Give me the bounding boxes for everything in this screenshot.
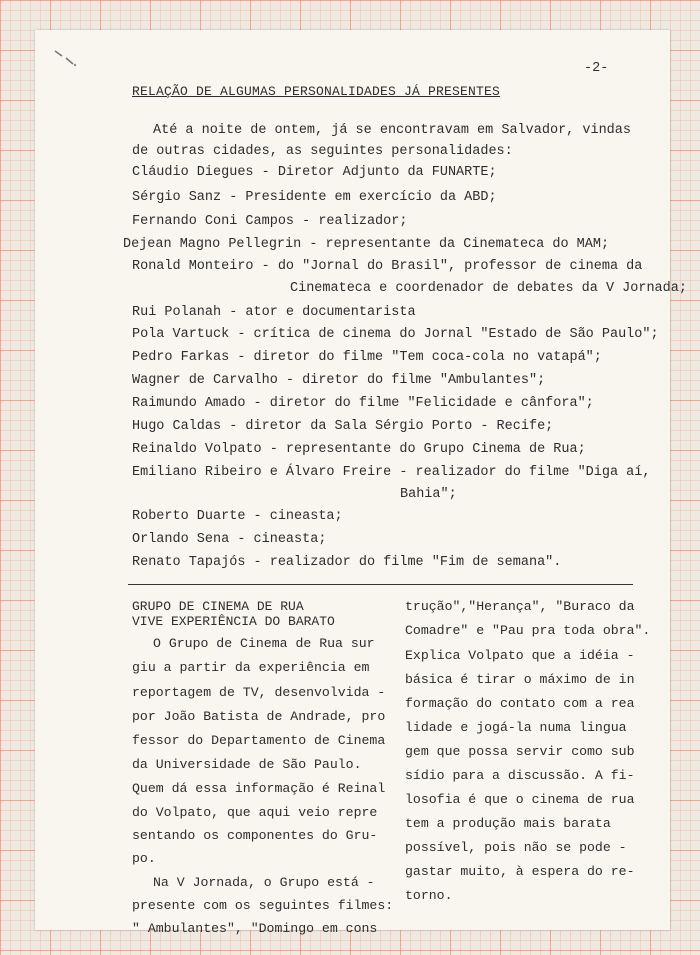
article-line: Na V Jornada, o Grupo está - bbox=[153, 875, 375, 890]
article-heading: GRUPO DE CINEMA DE RUA bbox=[132, 599, 304, 614]
section-divider bbox=[128, 584, 633, 585]
list-item: Wagner de Carvalho - diretor do filme "Ambulantes"; bbox=[132, 373, 546, 388]
article-line: " Ambulantes", "Domingo em cons bbox=[132, 921, 378, 936]
list-item-continuation: Bahia"; bbox=[400, 487, 457, 502]
list-item: Dejean Magno Pellegrin - representante da Cinemateca do MAM; bbox=[123, 237, 610, 252]
article-line: gastar muito, à espera do re- bbox=[405, 864, 635, 879]
article-line: sídio para a discussão. A fi- bbox=[405, 768, 635, 783]
article-line: tem a produção mais barata bbox=[405, 816, 611, 831]
article-line: possível, pois não se pode - bbox=[405, 840, 627, 855]
article-line: presente com os seguintes filmes: bbox=[132, 898, 394, 913]
article-heading: VIVE EXPERIÊNCIA DO BARATO bbox=[132, 614, 335, 629]
intro-line: Até a noite de ontem, já se encontravam em Salvador, vindas bbox=[153, 123, 631, 138]
article-line: gem que possa servir como sub bbox=[405, 744, 635, 759]
list-item: Renato Tapajós - realizador do filme "Fim de semana". bbox=[132, 555, 562, 570]
list-item: Fernando Coni Campos - realizador; bbox=[132, 214, 408, 229]
staple-mark-icon bbox=[53, 47, 79, 67]
list-item: Roberto Duarte - cineasta; bbox=[132, 509, 343, 524]
list-item-continuation: Cinemateca e coordenador de debates da V Jornada; bbox=[290, 281, 687, 296]
article-line: da Universidade de São Paulo. bbox=[132, 757, 362, 772]
article-line: losofia é que o cinema de rua bbox=[405, 792, 635, 807]
article-line: O Grupo de Cinema de Rua sur bbox=[153, 636, 375, 651]
article-line: trução","Herança", "Buraco da bbox=[405, 599, 635, 614]
document-page bbox=[35, 30, 687, 936]
article-line: giu a partir da experiência em bbox=[132, 660, 370, 675]
article-line: Explica Volpato que a idéia - bbox=[405, 648, 635, 663]
list-item: Ronald Monteiro - do "Jornal do Brasil", professor de cinema da bbox=[132, 259, 643, 274]
article-line: torno. bbox=[405, 888, 453, 903]
list-item: Pola Vartuck - crítica de cinema do Jornal "Estado de São Paulo"; bbox=[132, 327, 659, 342]
intro-line: de outras cidades, as seguintes personalidades: bbox=[132, 144, 513, 159]
article-line: básica é tirar o máximo de in bbox=[405, 672, 635, 687]
article-line: sentando os componentes do Gru- bbox=[132, 828, 378, 843]
page-number: -2- bbox=[584, 61, 609, 76]
list-item: Rui Polanah - ator e documentarista bbox=[132, 305, 416, 320]
article-line: lidade e jogá-la numa lingua bbox=[405, 720, 627, 735]
article-line: Comadre" e "Pau pra toda obra". bbox=[405, 623, 651, 638]
list-item: Orlando Sena - cineasta; bbox=[132, 532, 327, 547]
list-item: Raimundo Amado - diretor do filme "Felicidade e cânfora"; bbox=[132, 396, 594, 411]
article-line: por João Batista de Andrade, pro bbox=[132, 709, 386, 724]
article-line: po. bbox=[132, 851, 156, 866]
article-line: reportagem de TV, desenvolvida - bbox=[132, 685, 386, 700]
article-line: do Volpato, que aqui veio repre bbox=[132, 805, 378, 820]
section-title: RELAÇÃO DE ALGUMAS PERSONALIDADES JÁ PRESENTES bbox=[132, 84, 501, 99]
list-item: Hugo Caldas - diretor da Sala Sérgio Porto - Recife; bbox=[132, 419, 554, 434]
list-item: Cláudio Diegues - Diretor Adjunto da FUNARTE; bbox=[132, 165, 497, 180]
article-line: Quem dá essa informação é Reinal bbox=[132, 781, 386, 796]
article-line: fessor do Departamento de Cinema bbox=[132, 733, 386, 748]
article-line: formação do contato com a rea bbox=[405, 696, 635, 711]
list-item: Reinaldo Volpato - representante do Grupo Cinema de Rua; bbox=[132, 442, 586, 457]
list-item: Emiliano Ribeiro e Álvaro Freire - realizador do filme "Diga aí, bbox=[132, 465, 651, 480]
list-item: Sérgio Sanz - Presidente em exercício da ABD; bbox=[132, 190, 497, 205]
list-item: Pedro Farkas - diretor do filme "Tem coca-cola no vatapá"; bbox=[132, 350, 602, 365]
